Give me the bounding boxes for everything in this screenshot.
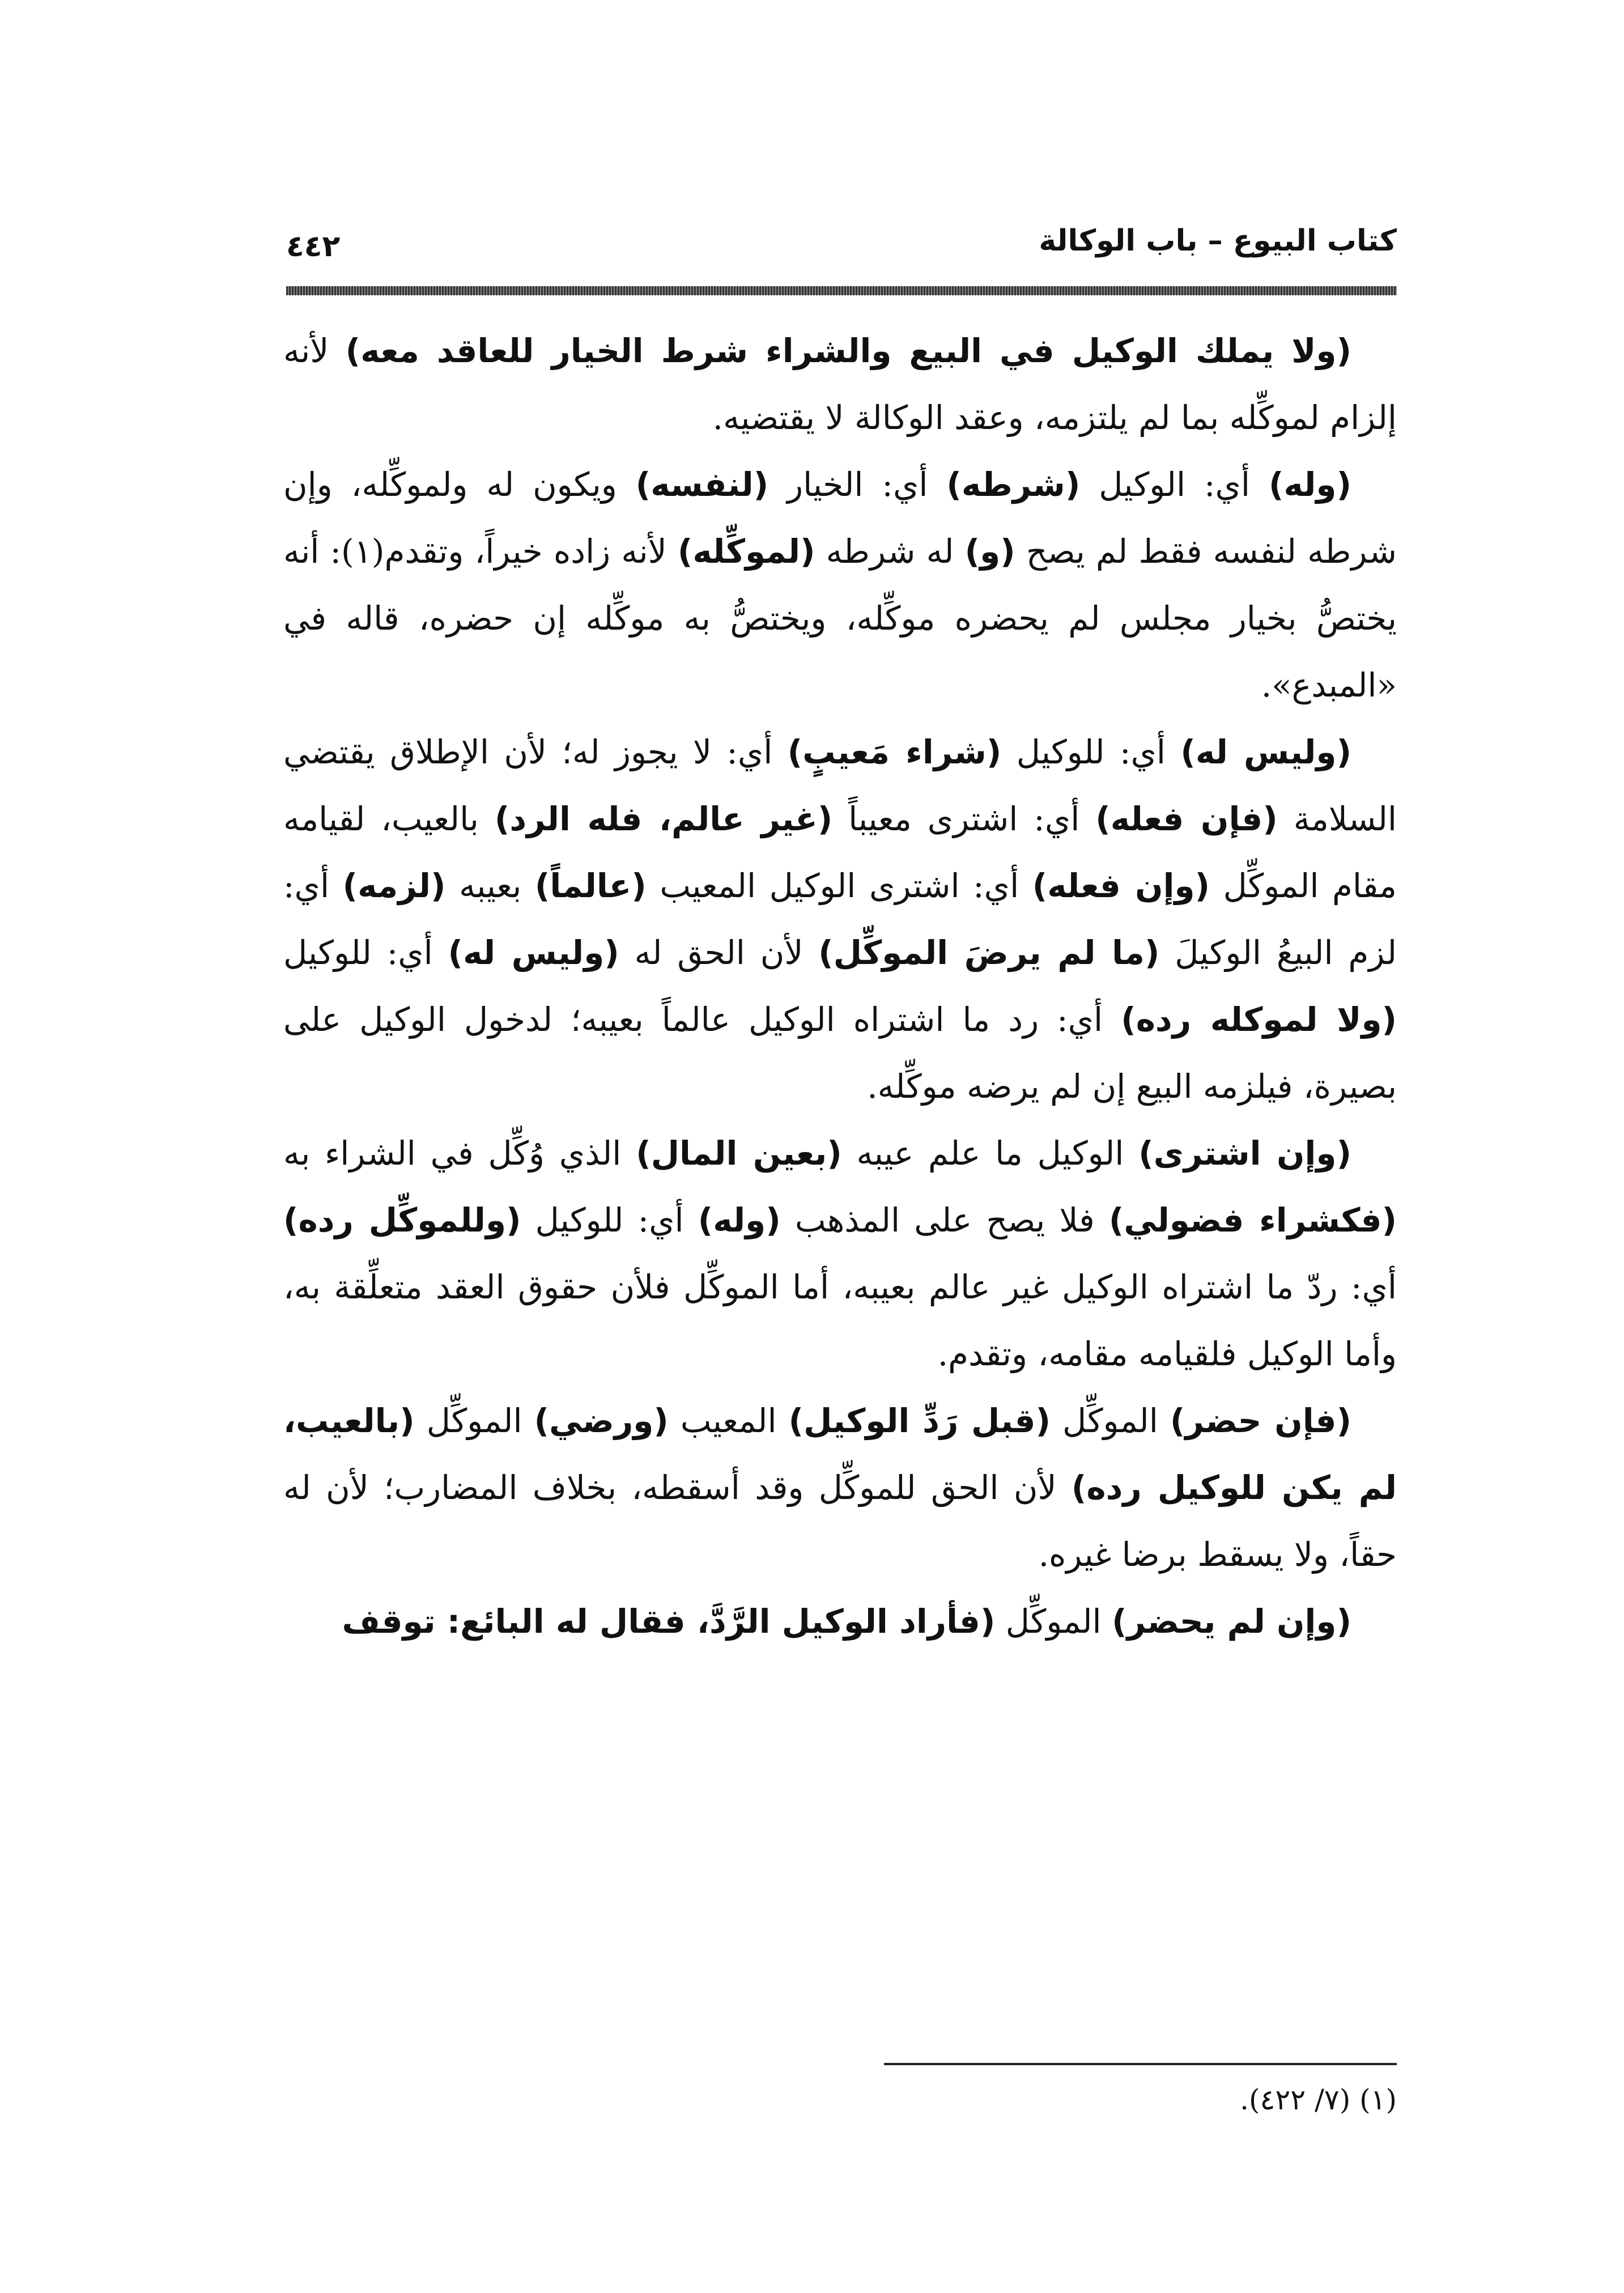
matn-text: (شراء مَعيبٍ) bbox=[787, 733, 1002, 771]
matn-text: (غير عالم، فله الرد) bbox=[494, 800, 833, 838]
footnote: (١) (٧/ ٤٢٢). bbox=[1240, 2083, 1397, 2116]
sharh-text: أي: لزم البيعُ الوكيلَ bbox=[283, 867, 1397, 972]
footnote-rule bbox=[884, 2063, 1397, 2065]
sharh-text: أي: رد ما اشتراه الوكيل عالماً بعيبه؛ لدخول الوكيل على بصيرة، فيلزمه البيع إن لم يرضه موكِّله. bbox=[283, 1000, 1397, 1106]
matn-text: (وإن اشترى) bbox=[1138, 1134, 1351, 1173]
matn-text: (ولا يملك الوكيل في البيع والشراء شرط الخيار للعاقد معه) bbox=[345, 332, 1351, 370]
paragraph bbox=[283, 1120, 1397, 1387]
matn-text: (فكشراء فضولي) bbox=[1108, 1201, 1397, 1239]
sharh-text: لأنه زاده خيراً، وتقدم(١): أنه يختصُّ بخيار مجلس لم يحضره موكِّله، ويختصُّ به موكِّله إن حضره، قاله في «المبدع». bbox=[283, 532, 1397, 704]
matn-text: (ولا لموكله رده) bbox=[1121, 1000, 1397, 1039]
matn-text: (وإن فعله) bbox=[1032, 867, 1210, 905]
sharh-text: المعيب bbox=[668, 1402, 789, 1440]
paragraph bbox=[283, 317, 1397, 451]
sharh-text: أي: للوكيل bbox=[521, 1201, 698, 1239]
sharh-text: لأن الحق له bbox=[619, 933, 819, 972]
matn-text: (وله) bbox=[1268, 465, 1351, 504]
sharh-text: أي: اشترى معيباً bbox=[832, 800, 1096, 838]
matn-text: (فإن حضر) bbox=[1170, 1402, 1351, 1440]
sharh-text: الموكِّل bbox=[414, 1402, 534, 1440]
sharh-text: لأنه إلزام لموكِّله بما لم يلتزمه، وعقد الوكالة لا يقتضيه. bbox=[283, 332, 1397, 437]
matn-text: (عالماً) bbox=[534, 867, 647, 905]
sharh-text: الموكِّل bbox=[995, 1602, 1112, 1641]
matn-text: (بالعيب، لم يكن للوكيل رده) bbox=[283, 1402, 1397, 1507]
matn-text: (لزمه) bbox=[342, 867, 446, 905]
header-rule bbox=[286, 286, 1397, 295]
matn-text: (ورضي) bbox=[534, 1402, 669, 1440]
sharh-text: بالعيب، لقيامه مقام الموكِّل bbox=[283, 800, 1397, 905]
sharh-text: الموكِّل bbox=[1050, 1402, 1170, 1440]
matn-text: (لنفسه) bbox=[635, 465, 769, 504]
running-title: كتاب البيوع – باب الوكالة bbox=[1039, 224, 1397, 258]
matn-text: (قبل رَدِّ الوكيل) bbox=[788, 1402, 1051, 1440]
sharh-text: أي: الخيار bbox=[768, 465, 947, 504]
matn-text: (وللموكِّل رده) bbox=[283, 1201, 521, 1239]
paragraph bbox=[283, 451, 1397, 719]
sharh-text: أي: الوكيل bbox=[1080, 465, 1269, 504]
sharh-text: فلا يصح على المذهب bbox=[780, 1201, 1109, 1239]
matn-text: (و) bbox=[964, 532, 1015, 571]
page-number: ٤٤٢ bbox=[286, 230, 341, 264]
matn-text: (شرطه) bbox=[946, 465, 1081, 504]
paragraph bbox=[283, 1588, 1397, 1655]
matn-text: (بعين المال) bbox=[636, 1134, 842, 1173]
sharh-text: الذي وُكِّل في الشراء به bbox=[283, 1134, 636, 1173]
paragraph bbox=[283, 1387, 1397, 1588]
matn-text: (فأراد الوكيل الرَّدَّ، فقال له البائع: توقف bbox=[342, 1602, 996, 1641]
sharh-text: أي: ردّ ما اشتراه الوكيل غير عالم بعيبه، أما الموكِّل فلأن حقوق العقد متعلِّقة به، وأما الوكيل فلقيامه مقامه، وتقدم. bbox=[283, 1268, 1397, 1373]
matn-text: (فإن فعله) bbox=[1095, 800, 1278, 838]
sharh-text: الوكيل ما علم عيبه bbox=[841, 1134, 1139, 1173]
matn-text: (وليس له) bbox=[1180, 733, 1351, 771]
main-text bbox=[283, 317, 1397, 1655]
sharh-text: لأن الحق للموكِّل وقد أسقطه، بخلاف المضارب؛ لأن له حقاً، ولا يسقط برضا غيره. bbox=[283, 1468, 1397, 1574]
sharh-text: أي: للوكيل bbox=[1001, 733, 1181, 771]
paragraph bbox=[283, 719, 1397, 1120]
matn-text: (وليس له) bbox=[448, 933, 619, 972]
page-header bbox=[286, 218, 1397, 281]
sharh-text: له شرطه bbox=[815, 532, 965, 571]
sharh-text: بعيبه bbox=[445, 867, 535, 905]
matn-text: (ما لم يرضَ الموكِّل) bbox=[818, 933, 1160, 972]
sharh-text: أي: للوكيل bbox=[283, 933, 448, 972]
sharh-text: أي: اشترى الوكيل المعيب bbox=[646, 867, 1032, 905]
matn-text: (وله) bbox=[698, 1201, 781, 1239]
matn-text: (وإن لم يحضر) bbox=[1112, 1602, 1351, 1641]
matn-text: (لموكِّله) bbox=[677, 532, 815, 571]
sharh-text: ويكون له ولموكِّله، وإن شرطه لنفسه فقط لم يصح bbox=[283, 465, 1397, 571]
sharh-text: أي: لا يجوز له؛ لأن الإطلاق يقتضي السلامة bbox=[283, 733, 1397, 838]
